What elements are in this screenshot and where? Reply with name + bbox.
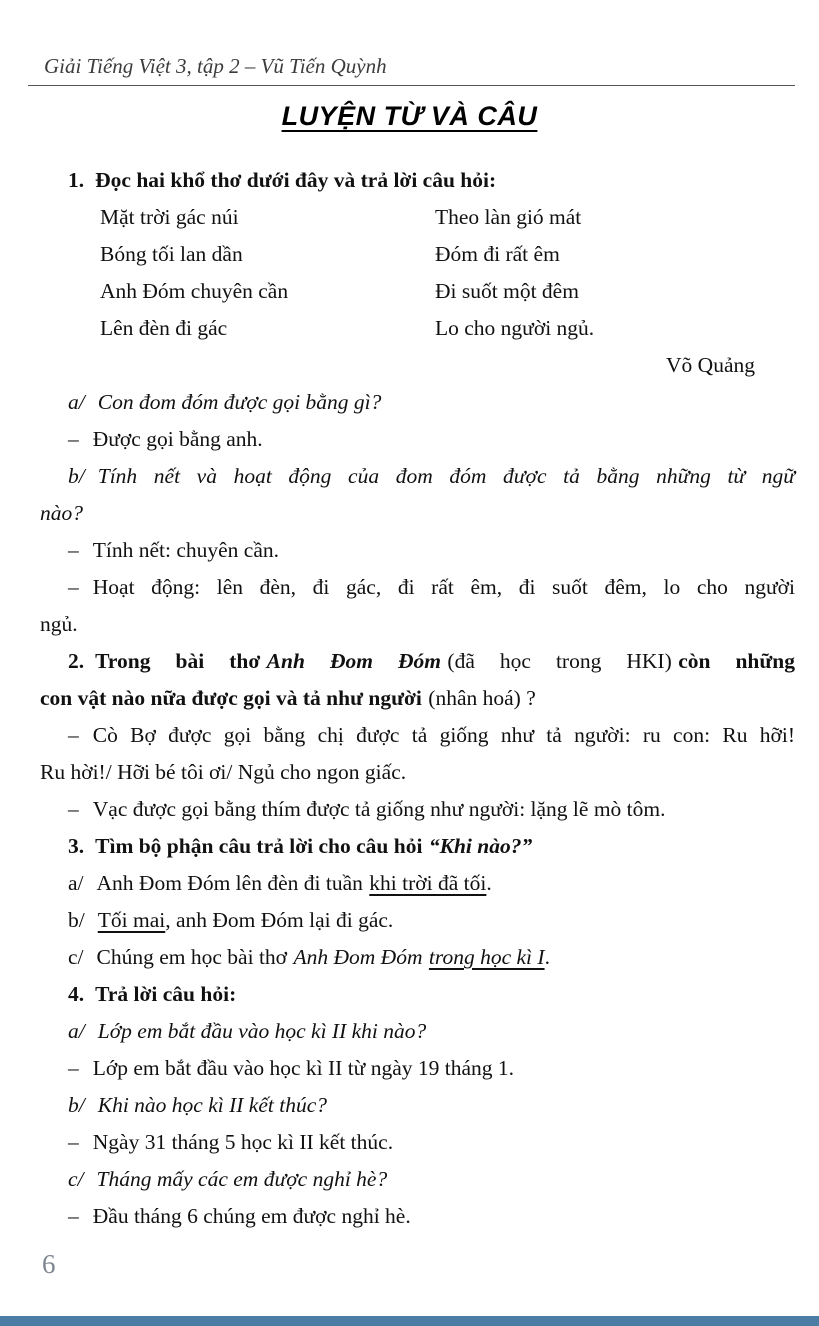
question-4c: c/ Tháng mấy các em được nghỉ hè? — [68, 1167, 388, 1191]
poem-line: Bóng tối lan dần — [100, 242, 243, 266]
poem-line: Lên đèn đi gác — [100, 316, 228, 340]
answer-4a: – Lớp em bắt đầu vào học kì II từ ngày 19 tháng 1. — [68, 1056, 515, 1080]
poem-line: Anh Đóm chuyên cần — [100, 279, 289, 303]
poem-column-right — [435, 199, 594, 347]
answer-2-vac: – Vạc được gọi bằng thím được tả giống như người: lặng lẽ mò tôm. — [68, 797, 666, 821]
item-3b: b/ Tối mai, anh Đom Đóm lại đi gác. — [68, 908, 394, 932]
answer-1b-activity-line1: – Hoạt động: lên đèn, đi gác, đi rất êm, đi suốt đêm, lo cho người — [68, 575, 795, 599]
poem-line: Lo cho người ngủ. — [435, 316, 595, 340]
answer-4b: – Ngày 31 tháng 5 học kì II kết thúc. — [68, 1130, 394, 1154]
poem-line: Đi suốt một đêm — [435, 279, 579, 303]
running-header — [28, 54, 795, 86]
poem-line: Đóm đi rất êm — [435, 242, 560, 266]
answer-1a: – Được gọi bằng anh. — [68, 427, 263, 451]
page-number: 6 — [42, 1249, 56, 1279]
exercise4-heading: 4. Trả lời câu hỏi: — [68, 982, 237, 1006]
question-1a: a/ Con đom đóm được gọi bằng gì? — [68, 390, 382, 414]
question-1b-line1: b/ Tính nết và hoạt động của đom đóm được tả bằng những từ ngữ — [68, 464, 795, 488]
exercise3-number: 3. — [68, 834, 85, 858]
exercise1-heading: 1. Đọc hai khổ thơ dưới đây và trả lời câu hỏi: — [68, 168, 497, 192]
book-title: Giải Tiếng Việt 3, tập 2 – Vũ Tiến Quỳnh — [44, 54, 387, 78]
item-3c: c/ Chúng em học bài thơ Anh Đom Đóm trong học kì I. — [68, 945, 550, 969]
question-4b: b/ Khi nào học kì II kết thúc? — [68, 1093, 328, 1117]
answer-2-coBo-line2: Ru hời!/ Hỡi bé tôi ơi/ Ngủ cho ngon giấc. — [40, 760, 407, 784]
exercise2-heading-line1: 2. Trong bài thơ Anh Đom Đóm (đã học trong HKI) còn những — [68, 649, 795, 673]
page-title: LUYỆN TỪ VÀ CÂU — [281, 101, 538, 131]
poem-author: Võ Quảng — [666, 353, 755, 377]
answer-1b-trait: – Tính nết: chuyên cần. — [68, 538, 280, 562]
footer-accent-bar — [0, 1316, 819, 1326]
question-4a: a/ Lớp em bắt đầu vào học kì II khi nào? — [68, 1019, 427, 1043]
item-3a: a/ Anh Đom Đóm lên đèn đi tuần khi trời đã tối. — [68, 871, 492, 895]
question-1b-line2: nào? — [40, 501, 83, 525]
exercise4-number: 4. — [68, 982, 85, 1006]
answer-1b-activity-line2: ngủ. — [40, 612, 78, 636]
exercise2-number: 2. — [68, 649, 85, 673]
poem — [100, 199, 795, 347]
poem-line: Theo làn gió mát — [435, 205, 582, 229]
exercise3-heading: 3. Tìm bộ phận câu trả lời cho câu hỏi “Khi nào?” — [68, 834, 533, 858]
poem-column-left — [100, 199, 435, 347]
answer-4c: – Đầu tháng 6 chúng em được nghỉ hè. — [68, 1204, 411, 1228]
page-body — [40, 162, 795, 1235]
answer-2-coBo-line1: – Cò Bợ được gọi bằng chị được tả giống như tả người: ru con: Ru hỡi! — [68, 723, 795, 747]
exercise1-number: 1. — [68, 168, 85, 192]
poem-line: Mặt trời gác núi — [100, 205, 239, 229]
exercise2-heading-line2: con vật nào nữa được gọi và tả như người (nhân hoá) ? — [40, 686, 536, 710]
